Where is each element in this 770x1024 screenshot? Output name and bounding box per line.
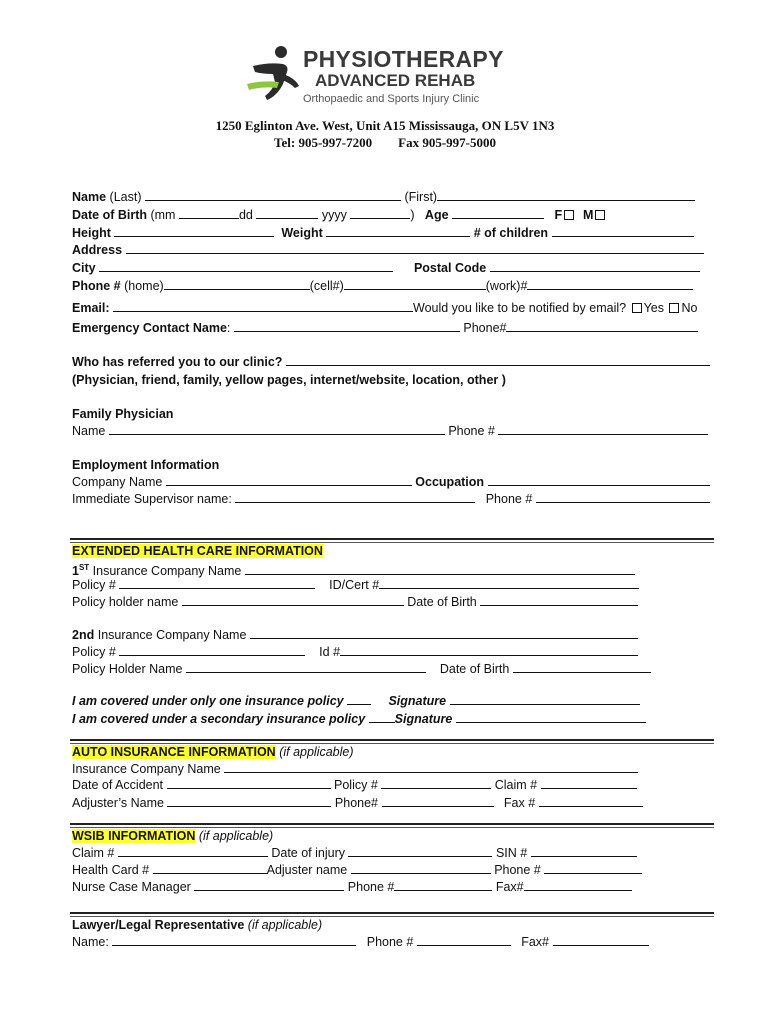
age-field[interactable] <box>452 207 544 219</box>
auto-policy-label: Policy # <box>334 778 378 792</box>
nurse-fax-field[interactable] <box>524 879 632 891</box>
weight-field[interactable] <box>326 225 470 237</box>
injury-field[interactable] <box>348 845 492 857</box>
occupation-label: Occupation <box>415 475 485 489</box>
weight-label: Weight <box>281 226 323 240</box>
policy2-field[interactable] <box>119 644 305 656</box>
auto-fax-field[interactable] <box>539 795 643 807</box>
policy1-field[interactable] <box>119 577 315 589</box>
accident-label: Date of Accident <box>72 778 164 792</box>
last-name-field[interactable] <box>145 189 401 201</box>
last-label: (Last) <box>109 190 142 204</box>
no-label: No <box>681 301 698 315</box>
holder1-row <box>72 594 638 610</box>
adjuster-label: Adjuster’s Name <box>72 796 164 810</box>
divider <box>70 739 714 741</box>
supervisor-field[interactable] <box>235 491 475 503</box>
covered-one-row <box>72 693 640 709</box>
mm-label: (mm <box>150 208 176 222</box>
height-field[interactable] <box>114 225 274 237</box>
wsib-heading-row <box>72 828 273 844</box>
wsib-adjuster-label: Adjuster name <box>266 863 348 877</box>
sin-label: SIN # <box>495 846 528 860</box>
lawyer-row <box>72 934 649 950</box>
physician-name-field[interactable] <box>109 423 445 435</box>
dob2-field[interactable] <box>513 661 651 673</box>
name-label: Name <box>72 190 107 204</box>
yes-label: Yes <box>643 301 664 315</box>
email-question: Would you like to be notified by email? <box>413 301 627 315</box>
nurse-phone-label: Phone # <box>347 880 395 894</box>
referral-options: (Physician, friend, family, yellow pages, internet/website, location, other ) <box>72 373 506 387</box>
adjuster-field[interactable] <box>167 795 331 807</box>
auto-company-label: Insurance Company Name <box>72 762 221 776</box>
signature1-label: Signature <box>388 694 447 708</box>
signature2-label: Signature <box>394 712 453 726</box>
logo-tagline: Orthopaedic and Sports Injury Clinic <box>303 93 480 105</box>
ins2-row <box>72 627 638 643</box>
dob-day-field[interactable] <box>256 207 318 219</box>
sin-field[interactable] <box>531 845 637 857</box>
ins2-company-field[interactable] <box>250 627 638 639</box>
idcert-field[interactable] <box>379 577 639 589</box>
work-phone-field[interactable] <box>527 278 693 290</box>
claim-field[interactable] <box>541 777 637 789</box>
referral-field[interactable] <box>286 354 710 366</box>
company-label: Company Name <box>72 475 163 489</box>
physician-phone-field[interactable] <box>498 423 708 435</box>
supervisor-phone-field[interactable] <box>536 491 710 503</box>
home-label: (home) <box>124 279 164 293</box>
emergency-row <box>72 320 698 336</box>
email-label: Email: <box>72 301 110 315</box>
first-label: (First) <box>404 190 438 204</box>
address-field[interactable] <box>126 242 704 254</box>
name-row <box>72 189 695 205</box>
health-field[interactable] <box>153 862 267 874</box>
holder2-label: Policy Holder Name <box>72 662 183 676</box>
wsib-claim-row <box>72 845 637 861</box>
ins1-row <box>72 560 635 579</box>
lawyer-name-label: Name: <box>72 935 109 949</box>
lawyer-phone-label: Phone # <box>366 935 414 949</box>
wsib-claim-label: Claim # <box>72 846 115 860</box>
nurse-phone-field[interactable] <box>394 879 492 891</box>
address-row <box>72 242 704 258</box>
wsib-claim-field[interactable] <box>118 845 268 857</box>
email-field[interactable] <box>113 300 413 312</box>
first-superscript: ST <box>78 563 90 572</box>
emergency-colon: : <box>226 321 231 335</box>
cell-label: (cell#) <box>309 279 344 293</box>
supervisor-row <box>72 491 710 507</box>
auto-phone-label: Phone# <box>334 796 379 810</box>
covered-two-field[interactable] <box>369 711 395 723</box>
auto-heading: AUTO INSURANCE INFORMATION <box>72 745 276 759</box>
age-label: Age <box>424 208 449 222</box>
id2-field[interactable] <box>340 644 638 656</box>
idcert-label: ID/Cert # <box>329 578 380 592</box>
logo-subtitle: ADVANCED REHAB <box>315 71 476 90</box>
runner-figure-icon <box>243 44 303 104</box>
covered-two-row <box>72 711 646 727</box>
lawyer-applicable: (if applicable) <box>247 918 323 932</box>
holder1-field[interactable] <box>182 594 404 606</box>
nurse-fax-label: Fax# <box>495 880 524 894</box>
lawyer-fax-field[interactable] <box>553 934 649 946</box>
signature1-field[interactable] <box>450 693 640 705</box>
nurse-field[interactable] <box>194 879 344 891</box>
address-label: Address <box>72 243 123 257</box>
dob-close: ) <box>410 208 415 222</box>
id2-label: Id # <box>319 645 341 659</box>
city-field[interactable] <box>99 260 393 272</box>
employment-heading: Employment Information <box>72 458 220 472</box>
emergency-label: Emergency Contact Name <box>72 321 227 335</box>
clinic-address: 1250 Eglinton Ave. West, Unit A15 Mississauga, ON L5V 1N3 <box>215 118 555 133</box>
accident-row <box>72 777 637 793</box>
company-field[interactable] <box>166 474 412 486</box>
lawyer-fax-label: Fax# <box>521 935 550 949</box>
postal-label: Postal Code <box>413 261 487 275</box>
divider <box>70 823 714 825</box>
covered-one-field[interactable] <box>347 693 371 705</box>
male-checkbox[interactable] <box>595 210 605 220</box>
email-no-checkbox[interactable] <box>669 303 679 313</box>
female-checkbox[interactable] <box>564 210 574 220</box>
dd-label: dd <box>238 208 253 222</box>
occupation-field[interactable] <box>488 474 710 486</box>
city-label: City <box>72 261 96 275</box>
lawyer-name-field[interactable] <box>112 934 356 946</box>
ins1-company-field[interactable] <box>245 563 635 575</box>
second-label: 2nd <box>72 628 95 642</box>
phone-label: Phone # <box>72 279 121 293</box>
health-label: Health Card # <box>72 863 150 877</box>
email-row <box>72 300 697 316</box>
ins1-company-label: Insurance Company Name <box>92 564 242 579</box>
emergency-name-field[interactable] <box>234 320 460 332</box>
physician-name-label: Name <box>72 424 106 438</box>
injury-label: Date of injury <box>271 846 345 860</box>
referral-question: Who has referred you to our clinic? <box>72 355 283 369</box>
email-yes-checkbox[interactable] <box>632 303 642 313</box>
male-label: M <box>583 208 594 222</box>
dob-row <box>72 207 607 223</box>
height-row <box>72 225 694 241</box>
lawyer-phone-field[interactable] <box>417 934 511 946</box>
extended-heading-text: EXTENDED HEALTH CARE INFORMATION <box>72 544 323 558</box>
height-label: Height <box>72 226 111 240</box>
wsib-phone-label: Phone # <box>494 863 541 877</box>
divider <box>70 912 714 914</box>
work-label: (work)# <box>485 279 528 293</box>
first-name-field[interactable] <box>437 189 695 201</box>
claim-label: Claim # <box>494 778 538 792</box>
clinic-fax: Fax 905-997-5000 <box>398 135 496 150</box>
accident-field[interactable] <box>167 777 331 789</box>
covered-one-label: I am covered under only one insurance policy <box>72 694 344 708</box>
dob2-label: Date of Birth <box>439 662 510 676</box>
clinic-contact <box>0 135 770 151</box>
dob-year-field[interactable] <box>350 207 410 219</box>
dob-month-field[interactable] <box>179 207 239 219</box>
clinic-logo <box>243 44 513 110</box>
postal-field[interactable] <box>490 260 700 272</box>
auto-policy-field[interactable] <box>381 777 491 789</box>
auto-fax-label: Fax # <box>503 796 536 810</box>
dob1-label: Date of Birth <box>407 595 477 609</box>
policy2-row <box>72 644 638 660</box>
extended-heading <box>72 543 323 559</box>
physician-phone-label: Phone # <box>448 424 495 438</box>
ins2-company-label: Insurance Company Name <box>97 628 247 642</box>
covered-two-label: I am covered under a secondary insurance policy <box>72 712 366 726</box>
family-physician-heading: Family Physician <box>72 407 174 421</box>
policy1-row <box>72 577 639 593</box>
holder2-field[interactable] <box>186 661 426 673</box>
wsib-phone-field[interactable] <box>544 862 642 874</box>
holder1-label: Policy holder name <box>72 595 179 609</box>
logo-title: PHYSIOTHERAPY <box>303 46 504 72</box>
clinic-tel: Tel: 905-997-7200 <box>274 135 373 150</box>
lawyer-heading: Lawyer/Legal Representative <box>72 918 245 932</box>
emergency-phone-field[interactable] <box>506 320 698 332</box>
policy1-label: Policy # <box>72 578 116 592</box>
nurse-row <box>72 879 632 895</box>
female-label: F <box>554 208 563 222</box>
city-row <box>72 260 700 276</box>
dob1-field[interactable] <box>480 594 638 606</box>
wsib-adjuster-field[interactable] <box>351 862 491 874</box>
company-row <box>72 474 710 490</box>
physician-row <box>72 423 708 439</box>
auto-phone-field[interactable] <box>382 795 494 807</box>
auto-company-row <box>72 761 638 777</box>
nurse-label: Nurse Case Manager <box>72 880 191 894</box>
wsib-applicable: (if applicable) <box>198 829 274 843</box>
lawyer-heading-row <box>72 917 322 933</box>
yyyy-label: yyyy <box>321 208 347 222</box>
emergency-phone-label: Phone# <box>463 321 507 335</box>
signature2-field[interactable] <box>456 711 646 723</box>
divider <box>70 538 714 540</box>
children-label: # of children <box>473 226 549 240</box>
first-number: 1 <box>72 564 79 579</box>
cell-phone-field[interactable] <box>344 278 486 290</box>
referral-row <box>72 354 710 370</box>
dob-label: Date of Birth <box>72 208 147 222</box>
health-row <box>72 862 642 878</box>
auto-company-field[interactable] <box>224 761 638 773</box>
auto-heading-row <box>72 744 354 760</box>
adjuster-row <box>72 795 643 811</box>
holder2-row <box>72 661 651 677</box>
home-phone-field[interactable] <box>164 278 310 290</box>
auto-applicable: (if applicable) <box>279 745 354 759</box>
policy2-label: Policy # <box>72 645 116 659</box>
wsib-heading: WSIB INFORMATION <box>72 829 196 843</box>
supervisor-phone-label: Phone # <box>485 492 533 506</box>
phone-row <box>72 278 693 294</box>
children-field[interactable] <box>552 225 694 237</box>
supervisor-label: Immediate Supervisor name: <box>72 492 232 506</box>
